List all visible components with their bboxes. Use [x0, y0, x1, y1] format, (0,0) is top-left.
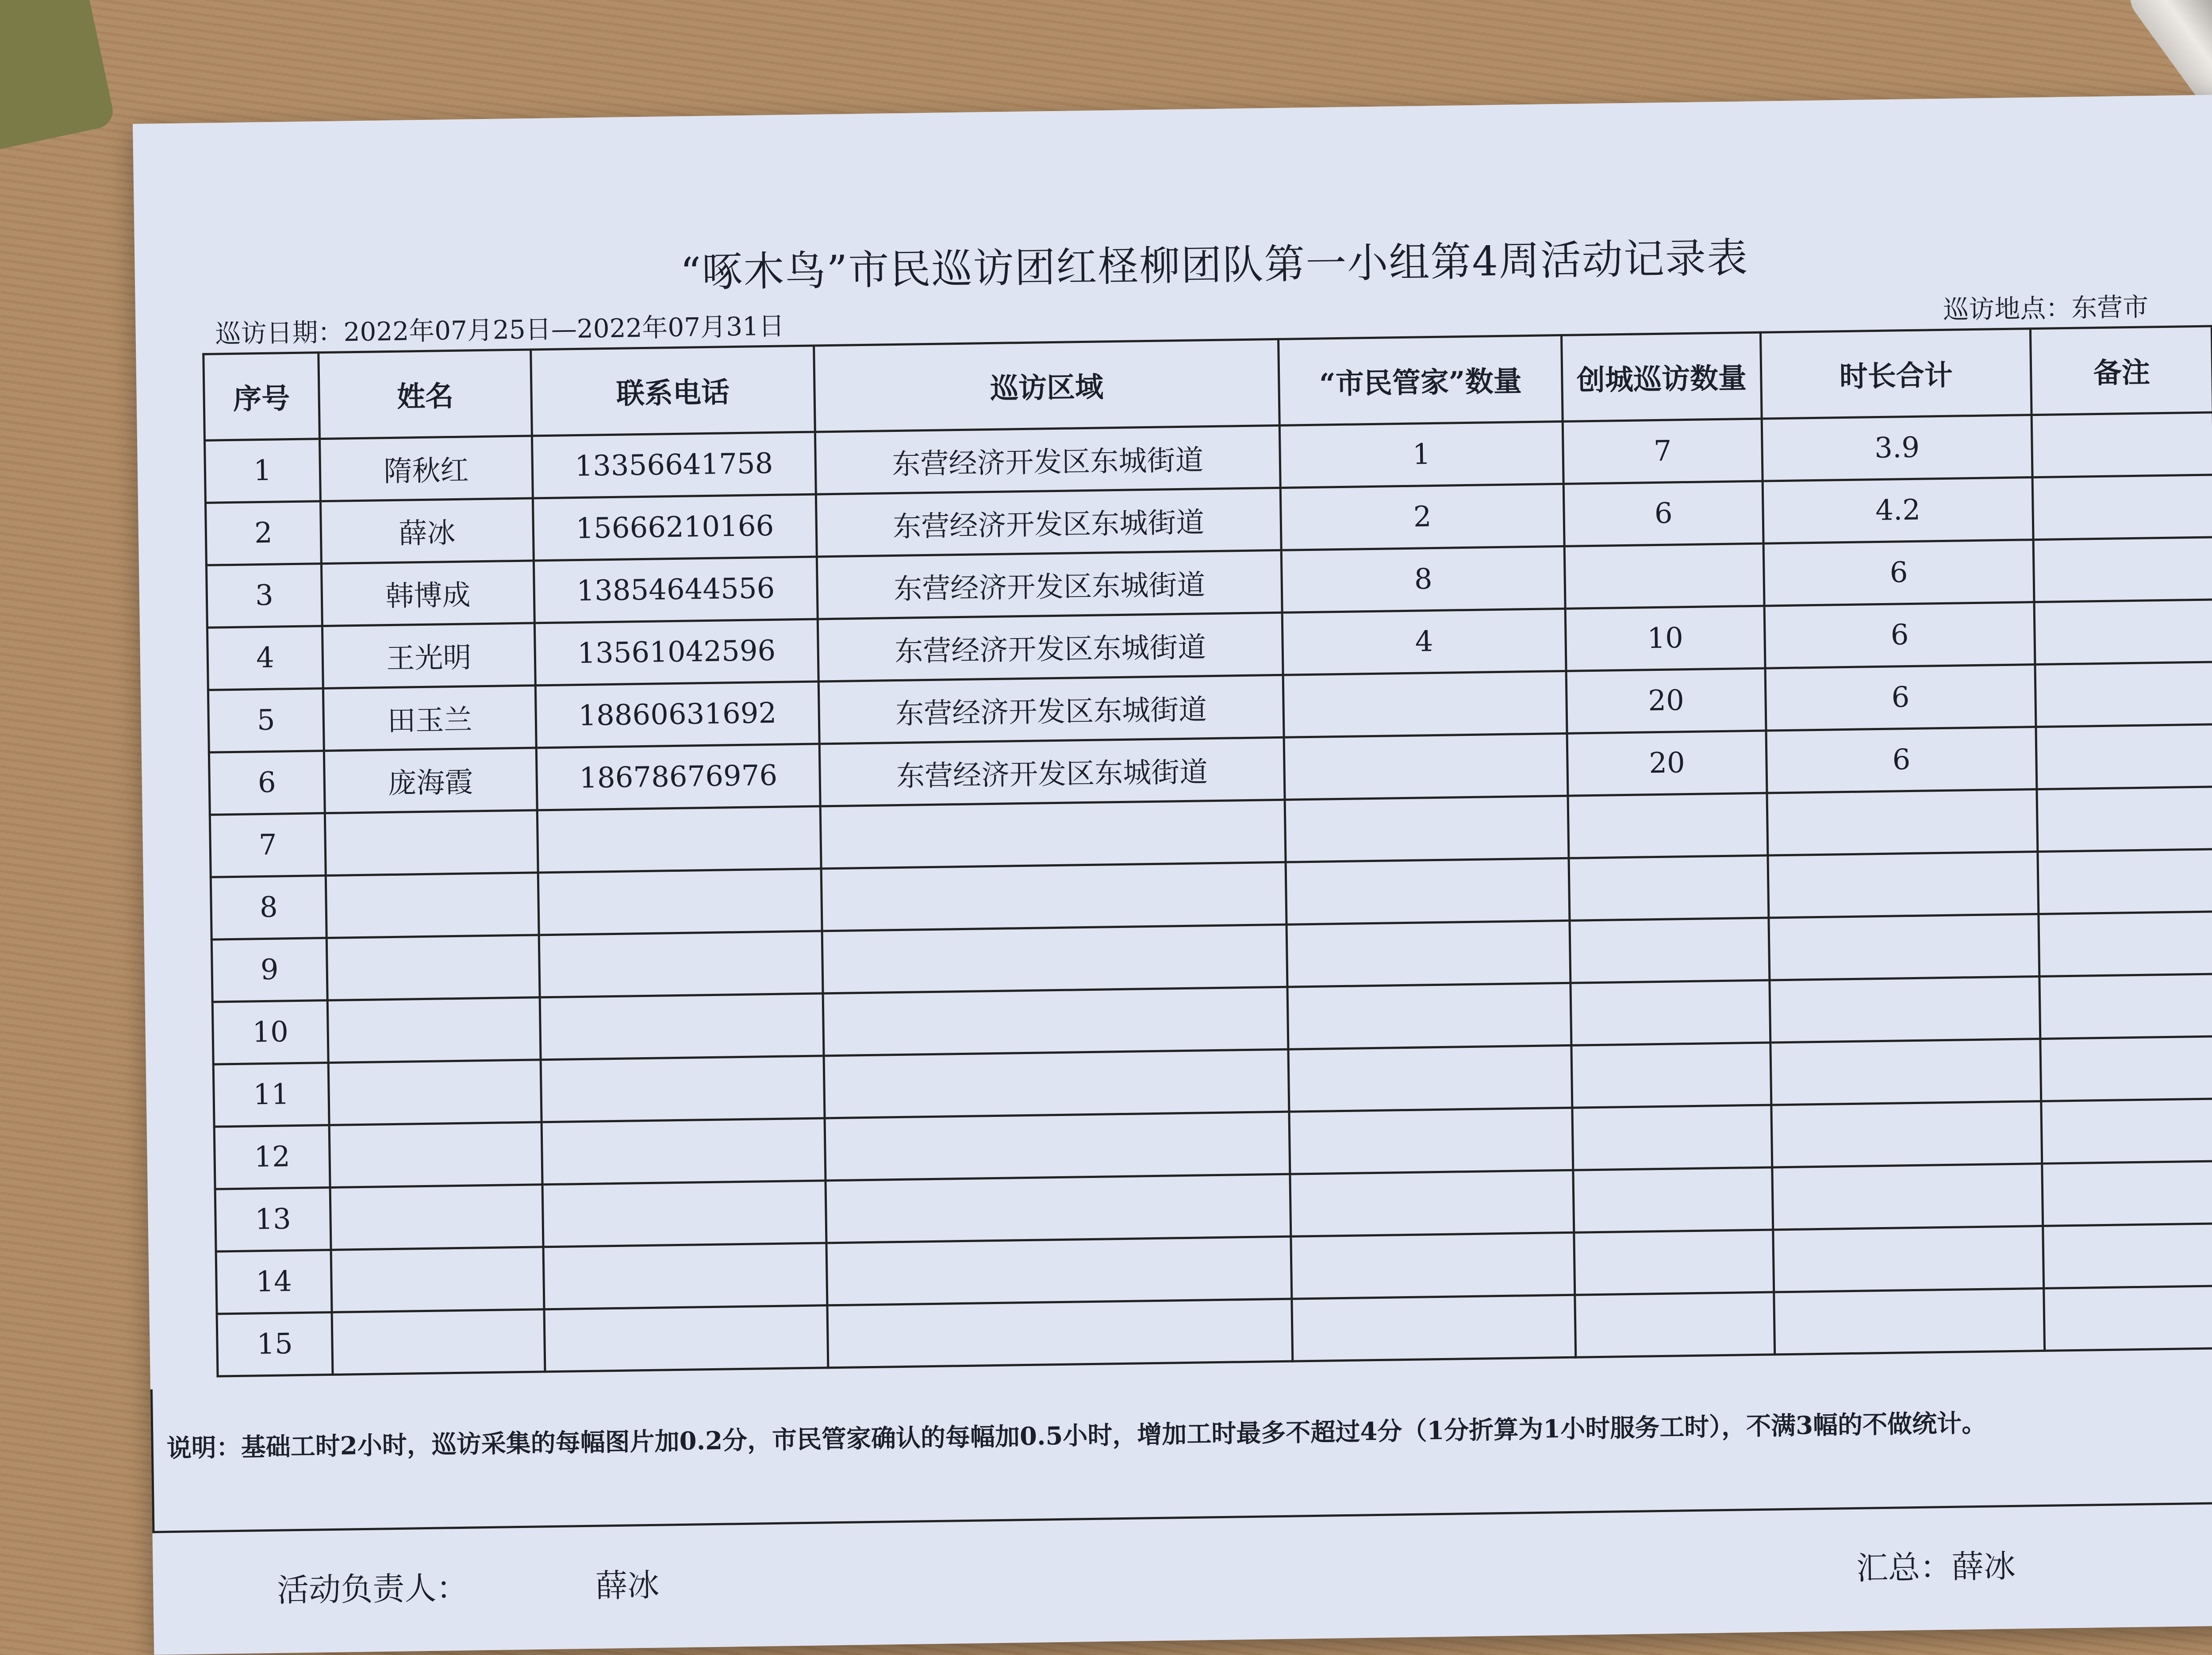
column-header: 联系电话	[531, 346, 815, 436]
managers-cell	[1290, 1170, 1574, 1236]
patrol-date	[215, 305, 785, 350]
phone-cell	[537, 806, 821, 873]
area-cell	[824, 1049, 1289, 1118]
managers-cell	[1284, 733, 1568, 800]
remark-cell	[2044, 1286, 2212, 1351]
hours-cell: 6	[1763, 540, 2034, 606]
area-cell: 东营经济开发区东城街道	[815, 425, 1280, 494]
visits-cell: 20	[1567, 731, 1767, 796]
visits-cell: 7	[1563, 419, 1763, 484]
phone-cell	[540, 993, 824, 1060]
note-box	[150, 1360, 2212, 1533]
row-number: 11	[213, 1063, 329, 1127]
column-header: 巡访区域	[814, 339, 1280, 432]
name-cell	[328, 1060, 541, 1125]
hours-cell: 4.2	[1763, 477, 2033, 544]
remark-cell	[2034, 600, 2212, 665]
managers-cell	[1288, 1045, 1572, 1112]
managers-cell	[1291, 1232, 1575, 1299]
phone-cell	[542, 1181, 826, 1247]
hours-cell	[1774, 1288, 2045, 1355]
remark-cell	[2039, 912, 2212, 977]
patrol-date-label: 巡访日期：	[215, 317, 344, 349]
hours-cell	[1767, 789, 2038, 856]
row-number: 15	[217, 1312, 333, 1376]
patrol-location-label: 巡访地点：	[1943, 293, 2072, 325]
hours-cell	[1773, 1226, 2044, 1292]
phone-cell	[541, 1056, 825, 1122]
hours-cell	[1771, 1101, 2042, 1167]
patrol-location-value: 东营市	[2071, 292, 2149, 323]
name-cell: 庞海霞	[324, 748, 537, 813]
remark-cell	[2032, 412, 2212, 477]
row-number: 8	[211, 876, 326, 940]
remark-cell	[2036, 724, 2212, 789]
remark-cell	[2037, 787, 2212, 852]
column-header: 时长合计	[1760, 329, 2032, 419]
remark-cell	[2042, 1161, 2212, 1226]
area-cell	[821, 862, 1286, 931]
row-number: 14	[216, 1250, 332, 1314]
phone-cell: 13854644556	[534, 557, 818, 623]
row-number: 12	[214, 1125, 330, 1189]
managers-cell	[1286, 858, 1570, 924]
name-cell	[330, 1185, 543, 1250]
row-number: 13	[215, 1188, 331, 1252]
summary: 汇总：薛冰	[1856, 1547, 2016, 1587]
sheet-title: “啄木鸟”市民巡访团红柽柳团队第一小组第4周活动记录表	[680, 234, 1749, 296]
managers-cell	[1285, 796, 1569, 862]
name-cell	[332, 1309, 545, 1375]
phone-cell: 15666210166	[533, 494, 817, 561]
area-cell: 东营经济开发区东城街道	[816, 488, 1281, 557]
hours-cell	[1769, 914, 2039, 981]
remark-cell	[2043, 1224, 2212, 1289]
area-cell: 东营经济开发区东城街道	[818, 675, 1284, 744]
remark-cell	[2033, 537, 2212, 602]
area-cell	[825, 1112, 1290, 1181]
hours-cell: 3.9	[1762, 415, 2032, 481]
area-cell	[826, 1174, 1291, 1243]
name-cell: 薛冰	[320, 498, 534, 564]
remark-cell	[2040, 1036, 2212, 1101]
visits-cell	[1572, 1105, 1772, 1170]
lead-name: 薛冰	[595, 1566, 660, 1605]
column-header: 序号	[204, 353, 320, 441]
visits-cell: 6	[1563, 481, 1763, 546]
column-header: 创城巡访数量	[1561, 332, 1762, 421]
visits-cell	[1568, 793, 1768, 858]
remark-cell	[2041, 1099, 2212, 1164]
row-number: 9	[211, 938, 327, 1002]
row-number: 6	[209, 751, 325, 815]
managers-cell: 4	[1282, 608, 1566, 675]
row-number: 1	[205, 439, 321, 503]
visits-cell	[1574, 1230, 1774, 1295]
patrol-location	[1943, 286, 2149, 326]
phone-cell	[539, 931, 823, 997]
lead-label: 活动负责人：	[276, 1569, 469, 1609]
visits-cell	[1570, 918, 1770, 983]
column-header: “市民管家”数量	[1279, 335, 1563, 425]
name-cell	[331, 1247, 544, 1312]
phone-cell	[541, 1118, 826, 1185]
name-cell	[327, 997, 541, 1063]
managers-cell: 8	[1281, 546, 1565, 612]
row-number: 7	[210, 813, 326, 878]
record-table	[202, 325, 2212, 1377]
area-cell	[826, 1236, 1292, 1305]
phone-cell	[538, 869, 822, 935]
area-cell	[827, 1299, 1293, 1368]
visits-cell: 10	[1565, 606, 1765, 671]
visits-cell: 20	[1566, 668, 1766, 733]
name-cell: 田玉兰	[323, 685, 536, 751]
managers-cell	[1286, 920, 1571, 987]
phone-cell	[543, 1243, 827, 1309]
note-text: 说明：基础工时2小时，巡访采集的每幅图片加0.2分，市民管家确认的每幅加0.5小时，增加工时最多不超过4分（1分折算为1小时服务工时），不满3幅的不做统计。	[166, 1408, 1987, 1463]
visits-cell	[1564, 543, 1764, 608]
visits-cell	[1571, 1043, 1771, 1108]
area-cell	[820, 800, 1286, 869]
patrol-date-value: 2022年07月25日—2022年07月31日	[343, 311, 785, 347]
name-cell: 隋秋红	[319, 436, 533, 501]
visits-cell	[1575, 1292, 1775, 1357]
phone-cell: 18678676976	[536, 744, 820, 810]
name-cell	[326, 873, 539, 938]
visits-cell	[1571, 980, 1770, 1045]
row-number: 5	[208, 689, 324, 753]
row-number: 4	[207, 626, 323, 690]
managers-cell	[1289, 1108, 1573, 1174]
area-cell	[822, 924, 1287, 993]
remark-cell	[2035, 662, 2212, 727]
phone-cell	[544, 1305, 828, 1372]
name-cell: 王光明	[322, 623, 535, 689]
name-cell	[326, 935, 540, 1001]
managers-cell: 2	[1280, 484, 1564, 550]
name-cell	[325, 810, 538, 876]
remark-cell	[2032, 475, 2212, 540]
hours-cell: 6	[1765, 665, 2036, 731]
visits-cell	[1573, 1167, 1773, 1232]
remark-cell	[2038, 849, 2212, 914]
record-sheet	[133, 94, 2212, 1655]
managers-cell: 1	[1279, 421, 1563, 488]
hours-cell	[1770, 1039, 2041, 1105]
phone-cell: 13561042596	[534, 619, 818, 685]
hours-cell	[1772, 1163, 2043, 1230]
managers-cell	[1292, 1295, 1576, 1361]
area-cell: 东营经济开发区东城街道	[818, 612, 1283, 681]
row-number: 3	[206, 564, 322, 628]
column-header: 备注	[2030, 326, 2212, 415]
remark-cell	[2039, 974, 2212, 1039]
managers-cell	[1287, 983, 1571, 1049]
visits-cell	[1569, 855, 1769, 920]
name-cell	[329, 1122, 542, 1188]
name-cell: 韩博成	[321, 561, 534, 626]
hours-cell: 6	[1764, 602, 2035, 669]
area-cell: 东营经济开发区东城街道	[819, 737, 1285, 806]
column-header: 姓名	[319, 350, 532, 439]
area-cell: 东营经济开发区东城街道	[817, 550, 1282, 619]
hours-cell: 6	[1766, 727, 2037, 793]
row-number: 2	[205, 501, 321, 566]
hours-cell	[1768, 852, 2039, 918]
row-number: 10	[212, 1001, 328, 1065]
area-cell	[823, 987, 1288, 1056]
hours-cell	[1770, 977, 2040, 1043]
fabric-corner	[0, 0, 116, 163]
phone-cell: 13356641758	[532, 432, 816, 498]
phone-cell: 18860631692	[535, 681, 819, 748]
managers-cell	[1283, 671, 1567, 737]
